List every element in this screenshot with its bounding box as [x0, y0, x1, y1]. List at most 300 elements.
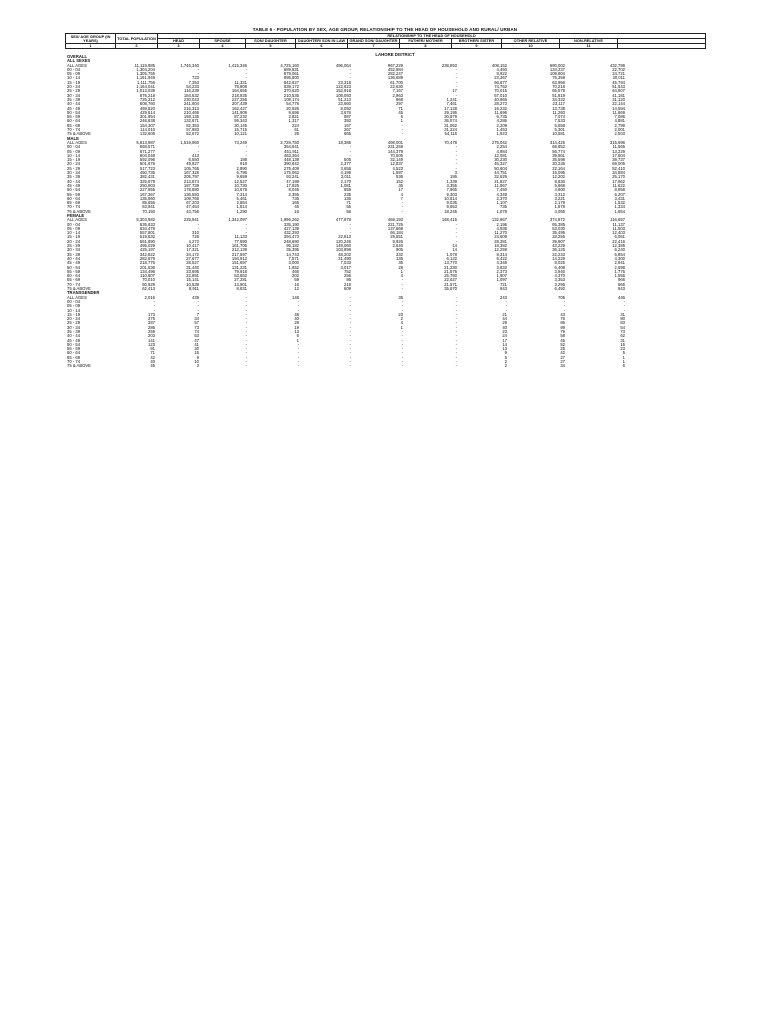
- table-cell: -: [197, 221, 199, 227]
- table-cell: -: [297, 298, 299, 304]
- table-cell: 141,909: [231, 109, 247, 115]
- table-cell: 8,092: [340, 105, 351, 111]
- table-cell: 8,956: [614, 187, 625, 193]
- table-cell: 3,000: [288, 260, 299, 266]
- table-cell: 148: [292, 294, 299, 300]
- table-cell: 23: [398, 311, 403, 317]
- table-cell: 73: [194, 324, 199, 330]
- row-label: 70 - 74: [67, 281, 81, 287]
- table-cell: -: [401, 359, 403, 365]
- table-cell: -: [197, 148, 199, 154]
- table-cell: 22,630: [390, 84, 403, 90]
- table-cell: -: [623, 303, 625, 309]
- table-cell: -: [401, 200, 403, 206]
- table-cell: 54: [620, 324, 625, 330]
- table-cell: 39,907: [552, 238, 565, 244]
- table-cell: -: [245, 148, 247, 154]
- table-cell: 29: [294, 320, 299, 326]
- table-cell: 8,830: [554, 178, 565, 184]
- table-cell: 5,303,982: [136, 217, 155, 223]
- table-cell: -: [297, 359, 299, 365]
- table-cell: 11,622: [612, 182, 625, 188]
- row-label: 75 & ABOVE: [67, 286, 91, 292]
- table-cell: 557,901: [139, 230, 155, 236]
- table-cell: 202: [292, 273, 299, 279]
- table-cell: 2,864: [236, 200, 247, 206]
- table-cell: 109,765: [183, 195, 199, 201]
- row-label: 00 - 04: [67, 66, 81, 72]
- row-label: 60 - 64: [67, 195, 81, 201]
- table-cell: 137,868: [387, 225, 403, 231]
- table-cell: 131,231: [231, 264, 247, 270]
- table-cell: -: [401, 131, 403, 137]
- header-col: DAUGHTER/ SON IN LAW: [296, 39, 348, 44]
- table-cell: 54,233: [186, 84, 199, 90]
- row-label: 05 - 09: [67, 148, 81, 154]
- table-cell: 5: [504, 354, 507, 360]
- row-label: 75 & ABOVE: [67, 208, 91, 214]
- table-cell: 68,852: [552, 144, 565, 150]
- table-cell: 69,005: [612, 161, 625, 167]
- table-cell: 432,293: [283, 230, 299, 236]
- table-cell: 15,095: [552, 170, 565, 176]
- table-cell: -: [349, 71, 351, 77]
- row-label: 70 - 74: [67, 127, 81, 133]
- table-cell: -: [455, 92, 457, 98]
- table-cell: 20,926: [286, 105, 299, 111]
- table-cell: -: [455, 148, 457, 154]
- table-cell: 43,229: [552, 243, 565, 249]
- table-cell: 1,078: [446, 251, 457, 257]
- table-cell: 30,230: [494, 157, 507, 163]
- table-cell: 275: [148, 316, 155, 322]
- row-label: MALE: [67, 135, 79, 141]
- table-cell: -: [245, 152, 247, 158]
- table-cell: 354,641: [283, 144, 299, 150]
- table-cell: 52,672: [186, 131, 199, 137]
- table-cell: -: [197, 298, 199, 304]
- row-label: 30 - 34: [67, 92, 81, 98]
- table-cell: 40: [150, 359, 155, 365]
- row-label: ALL AGES: [67, 139, 87, 145]
- table-cell: 23,660: [338, 101, 351, 107]
- row-label: 55 - 59: [67, 268, 81, 274]
- row-label: 70 - 74: [67, 359, 81, 365]
- table-cell: -: [297, 363, 299, 369]
- table-cell: 218,776: [139, 260, 155, 266]
- table-cell: -: [401, 204, 403, 210]
- header-age: SEX/ AGE GROUP (IN YEARS): [66, 34, 116, 44]
- header-num: 6: [296, 44, 348, 49]
- table-cell: -: [455, 221, 457, 227]
- table-cell: 58: [560, 333, 565, 339]
- table-cell: 4,800: [554, 187, 565, 193]
- table-cell: 6: [622, 363, 625, 369]
- table-cell: -: [349, 230, 351, 236]
- table-cell: 28: [398, 264, 403, 270]
- table-cell: 231,259: [387, 144, 403, 150]
- table-cell: -: [455, 350, 457, 356]
- row-label: TRANSGENDER: [67, 290, 100, 296]
- table-cell: -: [623, 298, 625, 304]
- table-cell: 659: [344, 187, 351, 193]
- table-cell: -: [455, 320, 457, 326]
- table-cell: 1,597: [392, 170, 403, 176]
- row-label: 10 - 14: [67, 152, 81, 158]
- table-cell: 429,614: [139, 109, 155, 115]
- row-label: 20 - 24: [67, 316, 81, 322]
- table-cell: 10,730: [234, 182, 247, 188]
- table-cell: 44: [502, 316, 507, 322]
- table-cell: 2,963: [392, 92, 403, 98]
- table-cell: -: [197, 225, 199, 231]
- table-cell: 116,239: [184, 88, 199, 94]
- table-cell: 25: [560, 346, 565, 352]
- table-cell: 134,237: [549, 66, 565, 72]
- table-cell: -: [455, 303, 457, 309]
- table-cell: 6,550: [188, 157, 199, 163]
- table-cell: -: [297, 341, 299, 347]
- table-cell: 22,813: [338, 234, 351, 240]
- table-cell: 17,321: [186, 247, 199, 253]
- table-cell: 30,235: [552, 161, 565, 167]
- table-cell: 132,608: [139, 131, 155, 137]
- table-cell: 868: [396, 96, 403, 102]
- table-cell: 427,139: [283, 225, 299, 231]
- row-label: 05 - 09: [67, 303, 81, 309]
- table-cell: 2,016: [144, 294, 155, 300]
- table-cell: 86: [346, 277, 351, 283]
- table-cell: -: [455, 337, 457, 343]
- table-cell: -: [349, 303, 351, 309]
- table-cell: 45: [150, 363, 155, 369]
- table-cell: -: [455, 84, 457, 90]
- row-label: 45 - 49: [67, 260, 81, 266]
- table-cell: 7,965: [446, 187, 457, 193]
- table-cell: 297: [396, 101, 403, 107]
- table-cell: 95,182: [286, 243, 299, 249]
- row-label: 30 - 34: [67, 247, 81, 253]
- table-cell: 27,281: [234, 277, 247, 283]
- table-cell: 1,519,960: [180, 139, 199, 145]
- table-cell: 21,576: [444, 268, 457, 274]
- table-cell: 1,097: [496, 277, 507, 283]
- row-label: 55 - 59: [67, 114, 81, 120]
- table-cell: 561,890: [139, 238, 155, 244]
- table-cell: 3,017: [340, 264, 351, 270]
- table-cell: 212,139: [231, 247, 247, 253]
- table-cell: 159,135: [183, 114, 199, 120]
- table-cell: 5,813,987: [136, 139, 155, 145]
- row-label: 40 - 44: [67, 333, 81, 339]
- table-cell: 1,453: [496, 127, 507, 133]
- table-cell: -: [401, 350, 403, 356]
- table-cell: 390,842: [283, 161, 299, 167]
- table-cell: 6,207: [614, 191, 625, 197]
- table-cell: 152: [396, 178, 403, 184]
- table-cell: 34,332: [552, 96, 565, 102]
- row-label: 25 - 29: [67, 320, 81, 326]
- header-num: 7: [348, 44, 400, 49]
- table-cell: 342,822: [139, 251, 155, 257]
- table-cell: 71: [398, 105, 403, 111]
- header-col: SPOUSE: [200, 39, 246, 44]
- table-cell: 227,256: [231, 96, 247, 102]
- table-cell: 23,367: [494, 75, 507, 81]
- table-cell: 29,195: [444, 109, 457, 115]
- table-cell: 28,255: [552, 234, 565, 240]
- table-cell: 10,121: [234, 131, 247, 137]
- table-cell: 36: [398, 182, 403, 188]
- table-cell: 91: [150, 346, 155, 352]
- table-cell: -: [349, 337, 351, 343]
- table-cell: 496,064: [335, 62, 351, 68]
- table-cell: 11,696: [494, 109, 507, 115]
- table-cell: 11,133: [234, 234, 247, 240]
- table-cell: 108,093: [335, 92, 351, 98]
- table-cell: 64,807: [612, 88, 625, 94]
- table-cell: 3: [196, 363, 199, 369]
- table-cell: 11,565: [612, 144, 625, 150]
- table-cell: 2,821: [288, 114, 299, 120]
- table-cell: 35,870: [444, 286, 457, 292]
- table-cell: -: [245, 363, 247, 369]
- table-cell: 21,827: [494, 178, 507, 184]
- table-cell: -: [349, 333, 351, 339]
- table-cell: 3,832: [496, 264, 507, 270]
- table-cell: 31: [620, 337, 625, 343]
- table-cell: 966: [618, 277, 625, 283]
- table-cell: 1: [400, 118, 403, 124]
- table-cell: 6,492: [554, 286, 565, 292]
- table-cell: 1,996,262: [280, 217, 299, 223]
- table-cell: -: [401, 281, 403, 287]
- table-cell: -: [349, 311, 351, 317]
- header-relationship: RELATIONSHIP TO THE HEAD OF HOUSEHOLD: [158, 34, 706, 39]
- table-cell: 71: [346, 200, 351, 206]
- table-cell: 1: [296, 337, 299, 343]
- table-cell: 1,305,755: [136, 71, 155, 77]
- table-cell: 4,881: [614, 118, 625, 124]
- header-num: 10: [502, 44, 560, 49]
- table-cell: 167,367: [139, 191, 155, 197]
- table-cell: 116,657: [610, 217, 625, 223]
- table-cell: 17,128: [444, 105, 457, 111]
- table-cell: -: [297, 346, 299, 352]
- table-cell: -: [455, 225, 457, 231]
- table-cell: 3,011: [340, 174, 351, 180]
- row-label: 25 - 29: [67, 243, 81, 249]
- table-row: [65, 364, 705, 368]
- table-cell: -: [401, 337, 403, 343]
- table-cell: 77,890: [234, 238, 247, 244]
- table-cell: 22,233: [552, 251, 565, 257]
- table-cell: -: [197, 66, 199, 72]
- table-cell: 87,232: [234, 114, 247, 120]
- table-cell: 10: [194, 359, 199, 365]
- table-cell: 2,728,750: [280, 139, 299, 145]
- table-cell: -: [153, 303, 155, 309]
- table-cell: 609: [344, 286, 351, 292]
- table-cell: -: [563, 307, 565, 313]
- table-cell: -: [197, 307, 199, 313]
- table-cell: 905: [396, 247, 403, 253]
- table-cell: 8,045: [288, 187, 299, 193]
- table-cell: 4,725,160: [280, 62, 299, 68]
- table-cell: 668,571: [139, 144, 155, 150]
- table-cell: 56: [346, 208, 351, 214]
- table-cell: 136,550: [183, 191, 199, 197]
- table-cell: 4,984: [496, 148, 507, 154]
- table-cell: 5,461: [236, 195, 247, 201]
- table-cell: -: [245, 225, 247, 231]
- table-cell: -: [153, 307, 155, 313]
- table-cell: -: [245, 346, 247, 352]
- table-cell: -: [349, 329, 351, 334]
- table-cell: 1: [400, 268, 403, 274]
- table-cell: 725,212: [139, 96, 155, 102]
- table-cell: 12,527: [234, 178, 247, 184]
- table-cell: 26: [294, 131, 299, 137]
- table-cell: 227,955: [139, 187, 155, 193]
- table-cell: 47,454: [186, 204, 199, 210]
- table-cell: 14,594: [612, 105, 625, 111]
- table-cell: 3,296: [554, 281, 565, 287]
- table-cell: 46,327: [494, 161, 507, 167]
- table-cell: -: [297, 307, 299, 313]
- table-cell: 188: [240, 157, 247, 163]
- table-cell: 50,929: [142, 281, 155, 287]
- table-cell: 2,503: [614, 131, 625, 137]
- table-cell: 42: [150, 354, 155, 360]
- table-cell: 335,190: [283, 221, 299, 227]
- table-cell: 5,301: [554, 127, 565, 133]
- table-cell: -: [455, 354, 457, 360]
- table-cell: 52: [560, 341, 565, 347]
- table-cell: 18,245: [444, 208, 457, 214]
- table-cell: -: [245, 320, 247, 326]
- table-cell: 75,359: [552, 75, 565, 81]
- table-cell: -: [245, 337, 247, 343]
- table-cell: -: [455, 161, 457, 167]
- row-label: 65 - 69: [67, 122, 81, 128]
- table-cell: 505: [344, 157, 351, 163]
- header-num: 3: [158, 44, 200, 49]
- table-cell: 432,799: [609, 62, 625, 68]
- table-cell: 5,558: [554, 122, 565, 128]
- table-cell: 110,807: [140, 273, 155, 279]
- table-cell: 452,984: [387, 66, 403, 72]
- table-cell: -: [623, 307, 625, 313]
- table-cell: 12,259: [494, 247, 507, 253]
- table-cell: 65,385: [552, 221, 565, 227]
- table-cell: 65,578: [552, 88, 565, 94]
- table-cell: 13: [502, 346, 507, 352]
- table-cell: 2,355: [288, 191, 299, 197]
- table-cell: 392: [344, 118, 351, 124]
- table-cell: 477,678: [335, 217, 351, 223]
- row-label: 40 - 44: [67, 101, 81, 107]
- table-cell: 721: [500, 281, 507, 287]
- table-cell: 3,676: [340, 109, 351, 115]
- table-cell: 18,386: [338, 139, 351, 145]
- header-col: GRAND SON/ DAUGHTER: [349, 38, 398, 43]
- table-cell: -: [349, 294, 351, 300]
- table-cell: -: [297, 354, 299, 360]
- table-cell: 2,941: [614, 260, 625, 266]
- table-cell: 28,273: [494, 101, 507, 107]
- table-cell: 17,925: [286, 182, 299, 188]
- table-cell: 3,940: [554, 268, 565, 274]
- table-cell: 12,403: [612, 230, 625, 236]
- table-cell: 132,867: [491, 217, 507, 223]
- table-cell: 4,370: [554, 273, 565, 279]
- table-cell: 1,107: [496, 200, 507, 206]
- table-cell: -: [349, 320, 351, 326]
- table-cell: -: [455, 157, 457, 163]
- table-cell: 7,314: [236, 191, 247, 197]
- table-cell: 1,241: [446, 96, 457, 102]
- table-cell: 12,837: [390, 161, 403, 167]
- table-cell: 275,409: [283, 165, 299, 171]
- table-cell: 61: [294, 127, 299, 133]
- table-cell: 79,918: [234, 268, 247, 274]
- table-cell: 876,218: [139, 92, 155, 98]
- table-cell: 70,478: [444, 139, 457, 145]
- table-cell: 17,962: [612, 178, 625, 184]
- table-cell: -: [349, 341, 351, 347]
- table-cell: 217,597: [231, 251, 247, 257]
- table-cell: 23,695: [186, 268, 199, 274]
- table-cell: -: [401, 127, 403, 133]
- table-cell: 216,313: [183, 105, 199, 111]
- table-cell: 243: [500, 294, 507, 300]
- row-label: 55 - 59: [67, 191, 81, 197]
- table-cell: 4: [400, 320, 403, 326]
- row-label: 40 - 44: [67, 178, 81, 184]
- table-cell: 665: [344, 131, 351, 137]
- table-cell: 3,312: [554, 191, 565, 197]
- table-cell: 1,334: [614, 204, 625, 210]
- table-cell: 218,935: [231, 92, 247, 98]
- table-cell: 987: [344, 114, 351, 120]
- row-label: 75 & ABOVE: [67, 363, 91, 369]
- table-cell: 22,164: [552, 165, 565, 171]
- table-cell: 842,627: [283, 79, 299, 85]
- table-cell: 134,496: [139, 268, 155, 274]
- row-label: 65 - 69: [67, 354, 81, 360]
- row-label: 10 - 14: [67, 75, 81, 81]
- table-cell: 451,911: [284, 148, 299, 154]
- header-num: 4: [200, 44, 246, 49]
- row-label: 65 - 69: [67, 277, 81, 283]
- table-cell: 70,015: [494, 88, 507, 94]
- table-cell: -: [401, 341, 403, 347]
- table-cell: 30,011: [612, 75, 625, 81]
- table-cell: 51,819: [552, 92, 565, 98]
- table-cell: -: [455, 294, 457, 300]
- table-cell: 671,277: [139, 148, 155, 154]
- table-cell: 879,061: [283, 71, 299, 77]
- header-num: 5: [246, 44, 296, 49]
- table-cell: 4: [400, 273, 403, 279]
- table-cell: 2: [504, 363, 507, 369]
- table-cell: 282,247: [387, 71, 403, 77]
- row-label: 05 - 09: [67, 71, 81, 77]
- table-cell: -: [197, 303, 199, 309]
- row-label: 20 - 24: [67, 161, 81, 167]
- table-cell: 2: [400, 316, 403, 322]
